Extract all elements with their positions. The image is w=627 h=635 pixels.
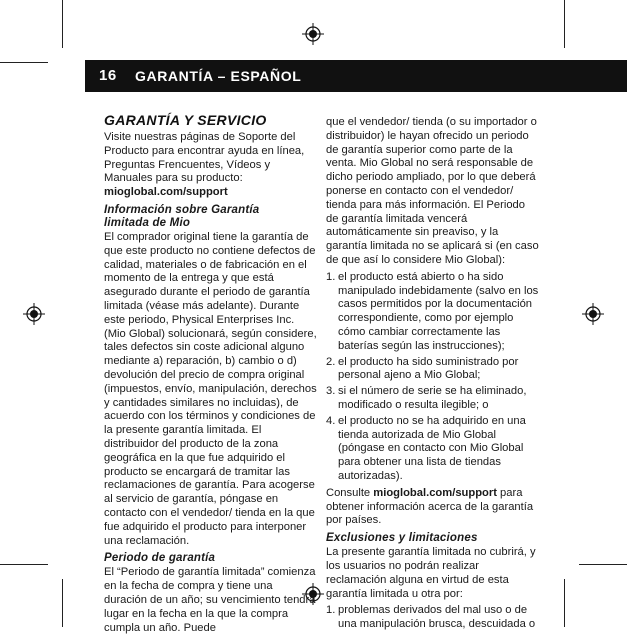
exclusions-list (326, 604, 540, 632)
consult-prefix: Consulte (326, 486, 374, 499)
consult-paragraph (326, 487, 540, 528)
continuation-paragraph: que el vendedor/ tienda (o su importador o distribuidor) le hayan ofrecido un periodo de garantía superior como parte de la venta. Mio Global no será responsable de dicho periodo ampliado, por lo que deberá ponerse en contacto con el vendedor/ tienda para más información. El Periodo de garantía limitada vencerá automáticamente sin preaviso, y la garantía limitada no se aplicará si (en caso de que así lo considere Mio Global): (326, 116, 539, 266)
crop-mark (564, 0, 565, 48)
list-number: 4. (326, 414, 336, 427)
consult-suffix: para obtener información acerca de la garantía por países. (326, 486, 534, 527)
intro-paragraph (104, 131, 317, 200)
subheading-line: limitada de Mio (104, 216, 191, 229)
list-text: el producto no se ha adquirido en una tienda autorizada de Mio Global (póngase en contacto con Mio Global para obtener una lista de tiendas autorizadas). (338, 414, 526, 482)
list-number: 1. (326, 604, 336, 617)
right-column (326, 116, 540, 635)
crop-mark (0, 62, 48, 63)
warranty-period-body: El “Periodo de garantía limitada” comienza en la fecha de compra y tiene una duración de un año; su vencimiento tendrá lugar en la fecha en la que la compra cumpla un año. Puede (104, 566, 316, 634)
registration-mark-icon (302, 23, 324, 45)
warranty-info-body: El comprador original tiene la garantía de que este producto no contiene defectos de calidad, materiales o de fabricación en el momento de la entrega y que está asegurado durante el periodo de garantía limitada (véase más adelante). Durante este periodo, Physical Enterprises Inc. (Mio Global) solucionará, según considere, tales defectos sin coste adicional alguno mediante a) reparación, b) cambio o d) devolución del precio de compra original (impuestos, envío, manipulación, derechos y cantidades similares no incluidas), de acuerdo con los términos y condiciones de la presente garantía limitada. El distribuidor del producto de la zona geográfica en la que fue adquirido el producto se encargará de tramitar las reclamaciones de garantía. Para acogerse al servicio de garantía, póngase en contacto con el vendedor/ tienda en la que fue adquirido el producto para interponer una reclamación. (104, 230, 317, 547)
intro-text: Visite nuestras páginas de Soporte del Producto para encontrar ayuda en línea, Preguntas Frencuentes, Vídeos y Manuales para su producto: (104, 131, 305, 185)
section-heading: GARANTÍA Y SERVICIO (104, 112, 267, 128)
list-item (326, 271, 540, 354)
list-text: problemas derivados del mal uso o de una manipulación brusca, descuidada o (338, 604, 536, 631)
crop-mark (62, 0, 63, 48)
subheading-warranty-period: Periodo de garantía (104, 552, 216, 565)
list-number: 3. (326, 385, 336, 398)
exclusions-body: La presente garantía limitada no cubrirá, y los usuarios no podrán realizar reclamación alguna en virtud de esta garantía limitada u otra por: (326, 546, 536, 600)
list-text: si el número de serie se ha eliminado, modificado o resulta ilegible; o (338, 385, 527, 411)
list-item (326, 356, 540, 384)
registration-mark-icon (23, 303, 45, 325)
subheading-exclusions: Exclusiones y limitaciones (326, 532, 478, 545)
support-link[interactable]: mioglobal.com/support (373, 486, 497, 499)
list-text: el producto ha sido suministrado por personal ajeno a Mio Global; (338, 355, 519, 382)
list-item (326, 385, 540, 413)
crop-mark (0, 564, 48, 565)
support-link[interactable]: mioglobal.com/support (104, 186, 228, 199)
page-title: GARANTÍA – ESPAÑOL (135, 68, 302, 84)
list-number: 1. (326, 270, 336, 283)
registration-mark-icon (582, 303, 604, 325)
subheading-warranty-info (104, 204, 317, 230)
exclusion-conditions-list (326, 271, 540, 484)
crop-mark (579, 564, 627, 565)
list-item (326, 604, 540, 632)
list-number: 2. (326, 355, 336, 368)
crop-mark (62, 579, 63, 627)
left-column (104, 112, 317, 635)
subheading-line: Información sobre Garantía (104, 203, 260, 216)
crop-mark (564, 579, 565, 627)
page-number: 16 (99, 67, 117, 84)
list-item (326, 415, 540, 484)
list-text: el producto está abierto o ha sido manipulado indebidamente (salvo en los casos permitidos por la documentación correspondiente, como por ejemplo cómo cambiar correctamente las baterías según las instrucciones); (338, 270, 539, 352)
